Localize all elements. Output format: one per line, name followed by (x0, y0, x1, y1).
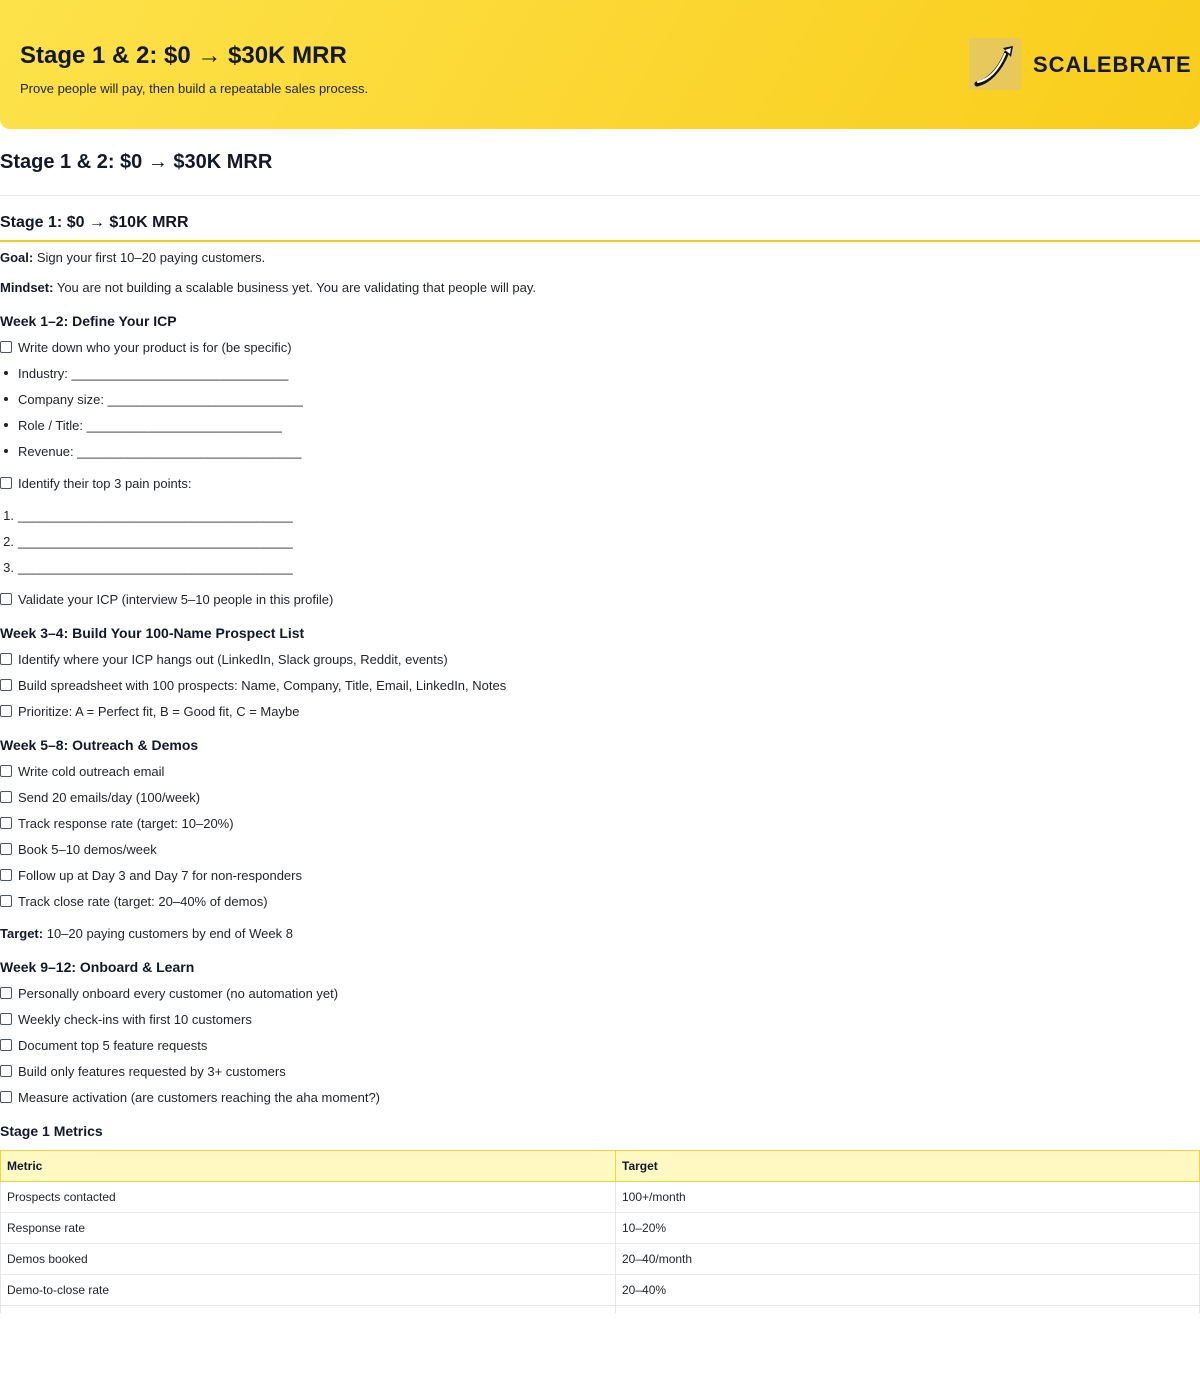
task-label: Personally onboard every customer (no automation yet) (18, 985, 339, 1001)
task-checkbox-item[interactable] (0, 649, 448, 669)
list-item (0, 389, 303, 409)
table-header-row (1, 1151, 1200, 1182)
metric-cell (1, 1306, 616, 1314)
target-cell: 10–20% (616, 1213, 1200, 1244)
target-cell: 100+/month (616, 1182, 1200, 1213)
list-item (0, 415, 282, 435)
task-label: Document top 5 feature requests (18, 1037, 208, 1053)
numbered-item (0, 505, 293, 525)
item-number: 1. (3, 507, 14, 523)
target-cell (616, 1306, 1200, 1314)
checkbox[interactable] (0, 765, 12, 777)
metrics-table (0, 1150, 1200, 1313)
metrics-heading: Stage 1 Metrics (0, 1123, 103, 1139)
page-title: Stage 1 & 2: $0 → $30K MRR (0, 151, 273, 173)
checkbox[interactable] (0, 705, 12, 717)
checkbox[interactable] (0, 653, 12, 665)
mindset-text: You are not building a scalable business yet. You are validating that people will pay. (56, 280, 537, 295)
target-label: Target: (0, 926, 44, 941)
target-cell: 20–40% (616, 1275, 1200, 1306)
rocket-arrow-icon (969, 38, 1021, 90)
task-checkbox-item[interactable] (0, 839, 157, 859)
brand-name: SCALEBRATE (1033, 52, 1192, 77)
metric-cell: Demo-to-close rate (1, 1275, 616, 1306)
task-checkbox-item[interactable] (0, 761, 164, 781)
task-label: Track response rate (target: 10–20%) (18, 815, 234, 831)
checkbox[interactable] (0, 679, 12, 691)
task-label: Follow up at Day 3 and Day 7 for non-responders (18, 867, 302, 883)
checkbox[interactable] (0, 1065, 12, 1077)
task-label: Book 5–10 demos/week (18, 841, 157, 857)
divider (0, 195, 1200, 196)
checkbox[interactable] (0, 895, 12, 907)
task-label: Build only features requested by 3+ customers (18, 1063, 286, 1079)
list-item (0, 363, 288, 383)
checkbox[interactable] (0, 1091, 12, 1103)
bullet-icon (4, 449, 8, 453)
goal-label: Goal: (0, 250, 34, 265)
stage1-heading: Stage 1: $0 → $10K MRR (0, 214, 189, 231)
stage1-divider (0, 240, 1200, 242)
task-label: Identify where your ICP hangs out (LinkedIn, Slack groups, Reddit, events) (18, 651, 448, 667)
task-label: Measure activation (are customers reaching the aha moment?) (18, 1089, 381, 1105)
checkbox[interactable] (0, 477, 12, 489)
numbered-item (0, 531, 293, 551)
metric-cell: Prospects contacted (1, 1182, 616, 1213)
list-item-text: Role / Title: ___________________________ (18, 417, 282, 433)
blank-line: ______________________________________ (18, 533, 293, 549)
metric-cell: Demos booked (1, 1244, 616, 1275)
target-text: 10–20 paying customers by end of Week 8 (46, 926, 293, 941)
checkbox[interactable] (0, 843, 12, 855)
checkbox[interactable] (0, 1013, 12, 1025)
metrics-table-container (0, 1150, 1200, 1313)
numbered-item (0, 557, 293, 577)
task-checkbox-item[interactable] (0, 473, 191, 493)
checkbox[interactable] (0, 791, 12, 803)
task-checkbox-item[interactable] (0, 891, 268, 911)
banner-title: Stage 1 & 2: $0 → $30K MRR (20, 42, 347, 69)
target-cell: 20–40/month (616, 1244, 1200, 1275)
bullet-icon (4, 423, 8, 427)
checkbox[interactable] (0, 593, 12, 605)
task-label: Weekly check-ins with first 10 customers (18, 1011, 252, 1027)
list-item-text: Revenue: _______________________________ (18, 443, 302, 459)
blank-line: ______________________________________ (18, 507, 293, 523)
task-checkbox-item[interactable] (0, 865, 302, 885)
mindset-label: Mindset: (0, 280, 54, 295)
task-label: Validate your ICP (interview 5–10 people in this profile) (18, 591, 334, 607)
task-checkbox-item[interactable] (0, 675, 506, 695)
task-label: Write down who your product is for (be specific) (18, 339, 292, 355)
task-checkbox-item[interactable] (0, 983, 338, 1003)
bullet-icon (4, 371, 8, 375)
checkbox[interactable] (0, 869, 12, 881)
task-checkbox-item[interactable] (0, 1035, 207, 1055)
blank-line: ______________________________________ (18, 559, 293, 575)
task-label: Write cold outreach email (18, 763, 165, 779)
week12-heading: Week 1–2: Define Your ICP (0, 313, 177, 329)
task-label: Build spreadsheet with 100 prospects: Name, Company, Title, Email, LinkedIn, Notes (18, 677, 507, 693)
task-checkbox-item[interactable] (0, 787, 200, 807)
task-checkbox-item[interactable] (0, 813, 234, 833)
item-number: 2. (3, 533, 14, 549)
checkbox[interactable] (0, 1039, 12, 1051)
banner-subtitle: Prove people will pay, then build a repeatable sales process. (20, 81, 369, 96)
checkbox[interactable] (0, 987, 12, 999)
task-checkbox-item[interactable] (0, 1061, 286, 1081)
bullet-icon (4, 397, 8, 401)
table-row (1, 1244, 1200, 1275)
mindset-line (0, 280, 536, 295)
week34-heading: Week 3–4: Build Your 100-Name Prospect List (0, 625, 305, 641)
task-checkbox-item[interactable] (0, 1087, 380, 1107)
task-checkbox-item[interactable] (0, 337, 292, 357)
checkbox[interactable] (0, 817, 12, 829)
goal-line (0, 250, 265, 265)
list-item (0, 441, 301, 461)
list-item-text: Company size: ___________________________ (18, 391, 303, 407)
task-label: Prioritize: A = Perfect fit, B = Good fit, C = Maybe (18, 703, 300, 719)
task-checkbox-item[interactable] (0, 1009, 252, 1029)
table-row (1, 1213, 1200, 1244)
column-header-target: Target (616, 1151, 1200, 1182)
table-row (1, 1306, 1200, 1314)
header-banner (0, 0, 1200, 129)
list-item-text: Industry: ______________________________ (18, 365, 289, 381)
task-label: Identify their top 3 pain points: (18, 475, 192, 491)
task-checkbox-item[interactable] (0, 589, 333, 609)
table-row (1, 1182, 1200, 1213)
week58-heading: Week 5–8: Outreach & Demos (0, 737, 199, 753)
task-label: Send 20 emails/day (100/week) (18, 789, 201, 805)
column-header-metric: Metric (1, 1151, 616, 1182)
metric-cell: Response rate (1, 1213, 616, 1244)
target-line (0, 926, 293, 941)
table-row (1, 1275, 1200, 1306)
item-number: 3. (3, 559, 14, 575)
checkbox[interactable] (0, 341, 12, 353)
goal-text: Sign your first 10–20 paying customers. (36, 250, 266, 265)
task-label: Track close rate (target: 20–40% of demos) (18, 893, 268, 909)
week912-heading: Week 9–12: Onboard & Learn (0, 959, 195, 975)
task-checkbox-item[interactable] (0, 701, 299, 721)
